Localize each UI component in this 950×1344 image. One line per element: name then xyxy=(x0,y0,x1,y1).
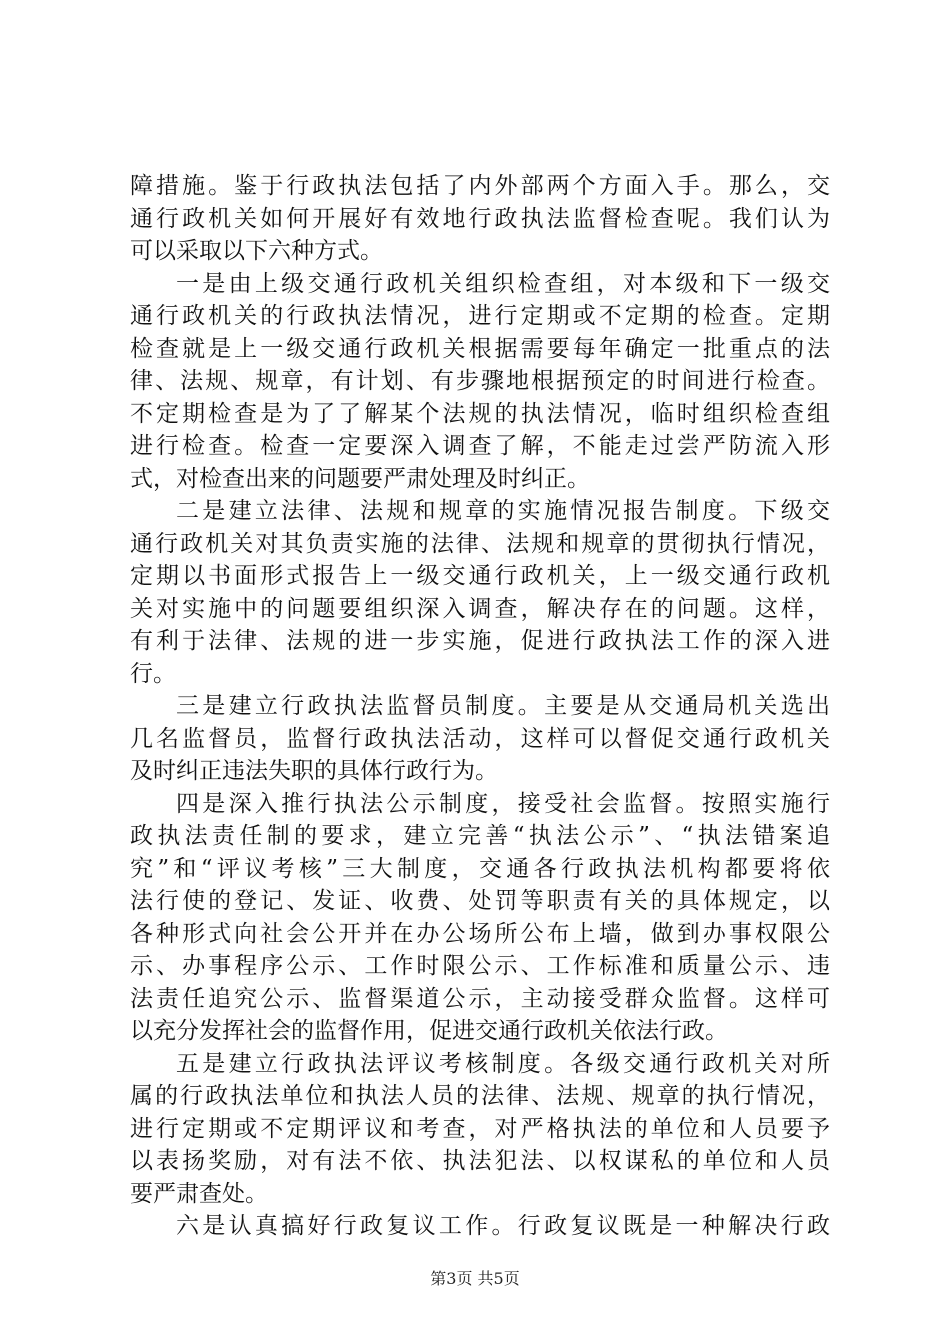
text-line: 要严肃查处。 xyxy=(130,1180,268,1207)
text-line: 属的行政执法单位和执法人员的法律、法规、规章的执行情况， xyxy=(130,1083,830,1109)
text-line: 法行使的登记、发证、收费、处罚等职责有关的具体规定，以 xyxy=(130,888,830,914)
text-line: 各种形式向社会公开并在办公场所公布上墙，做到办事权限公 xyxy=(130,920,830,947)
text-line: 通行政机关对其负责实施的法律、法规和规章的贯彻执行情况， xyxy=(130,530,830,557)
text-line: 关对实施中的问题要组织深入调查，解决存在的问题。这样， xyxy=(130,595,830,622)
text-line: 检查就是上一级交通行政机关根据需要每年确定一批重点的法 xyxy=(130,335,830,362)
text-line: 律、法规、规章，有计划、有步骤地根据预定的时间进行检查。 xyxy=(130,368,830,394)
text-line: 四是深入推行执法公示制度，接受社会监督。按照实施行 xyxy=(176,790,830,817)
text-line: 式，对检查出来的问题要严肃处理及时纠正。 xyxy=(130,465,590,492)
text-line: 不定期检查是为了了解某个法规的执法情况，临时组织检查组 xyxy=(130,400,830,427)
document-body xyxy=(130,170,830,1243)
text-line: 及时纠正违法失职的具体行政行为。 xyxy=(130,758,498,784)
text-line: 通行政机关的行政执法情况，进行定期或不定期的检查。定期 xyxy=(130,303,830,329)
text-line: 一是由上级交通行政机关组织检查组，对本级和下一级交 xyxy=(176,270,830,297)
text-line: 可以采取以下六种方式。 xyxy=(130,238,383,264)
text-line: 有利于法律、法规的进一步实施，促进行政执法工作的深入进 xyxy=(130,628,830,654)
text-line: 六是认真搞好行政复议工作。行政复议既是一种解决行政 xyxy=(176,1213,830,1239)
text-line: 进行定期或不定期评议和考查，对严格执法的单位和人员要予 xyxy=(130,1115,830,1142)
text-line: 几名监督员，监督行政执法活动，这样可以督促交通行政机关 xyxy=(130,725,830,752)
text-line: 行。 xyxy=(130,660,176,687)
text-line: 示、办事程序公示、工作时限公示、工作标准和质量公示、违 xyxy=(130,953,830,979)
text-line: 二是建立法律、法规和规章的实施情况报告制度。下级交 xyxy=(176,498,830,524)
text-line: 法责任追究公示、监督渠道公示，主动接受群众监督。这样可 xyxy=(130,985,830,1012)
text-line: 以充分发挥社会的监督作用，促进交通行政机关依法行政。 xyxy=(130,1018,728,1044)
text-line: 通行政机关如何开展好有效地行政执法监督检查呢。我们认为 xyxy=(130,205,830,232)
text-line: 究”和“评议考核”三大制度，交通各行政执法机构都要将依 xyxy=(130,855,830,882)
text-line: 进行检查。检查一定要深入调查了解，不能走过尝严防流入形 xyxy=(130,433,830,459)
text-line: 障措施。鉴于行政执法包括了内外部两个方面入手。那么，交 xyxy=(130,173,830,199)
text-line: 定期以书面形式报告上一级交通行政机关，上一级交通行政机 xyxy=(130,563,830,589)
text-line: 以表扬奖励，对有法不依、执法犯法、以权谋私的单位和人员 xyxy=(130,1148,830,1174)
text-line: 五是建立行政执法评议考核制度。各级交通行政机关对所 xyxy=(176,1050,830,1077)
text-line: 政执法责任制的要求，建立完善“执法公示”、“执法错案追 xyxy=(130,823,830,849)
page-footer: 第3页 共5页 xyxy=(430,1269,520,1288)
text-line: 三是建立行政执法监督员制度。主要是从交通局机关选出 xyxy=(176,693,830,719)
